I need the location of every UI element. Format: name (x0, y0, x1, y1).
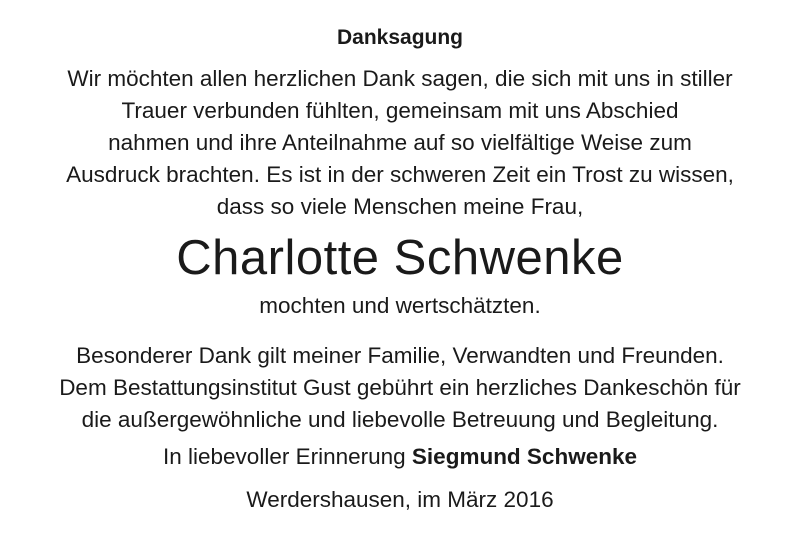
paragraph-special-thanks-line: Besonderer Dank gilt meiner Familie, Verwandten und Freunden. (76, 343, 724, 368)
closing-line (0, 441, 800, 473)
paragraph-thanks-line: Ausdruck brachten. Es ist in der schweren Zeit ein Trost zu wissen, (66, 162, 734, 187)
paragraph-thanks-line: Trauer verbunden fühlten, gemeinsam mit uns Abschied (121, 98, 679, 123)
deceased-name: Charlotte Schwenke (176, 231, 624, 285)
place-date: Werdershausen, im März 2016 (246, 487, 554, 512)
paragraph-thanks-line: Wir möchten allen herzlichen Dank sagen, die sich mit uns in stiller (67, 66, 733, 91)
paragraph-special-thanks-line: Dem Bestattungsinstitut Gust gebührt ein herzliches Dankeschön für (59, 375, 741, 400)
paragraph-thanks-line: dass so viele Menschen meine Frau, (216, 194, 584, 219)
heading: Danksagung (336, 26, 464, 49)
paragraph-thanks (0, 63, 800, 223)
closing-prefix: In liebevoller Erinnerung (163, 444, 406, 469)
paragraph-thanks-line: nahmen und ihre Anteilnahme auf so vielfältige Weise zum (108, 130, 692, 155)
paragraph-appreciated: mochten und wertschätzten. (259, 293, 541, 318)
paragraph-special-thanks (0, 340, 800, 436)
signer-name: Siegmund Schwenke (411, 444, 637, 469)
paragraph-special-thanks-line: die außergewöhnliche und liebevolle Betreuung und Begleitung. (81, 407, 719, 432)
